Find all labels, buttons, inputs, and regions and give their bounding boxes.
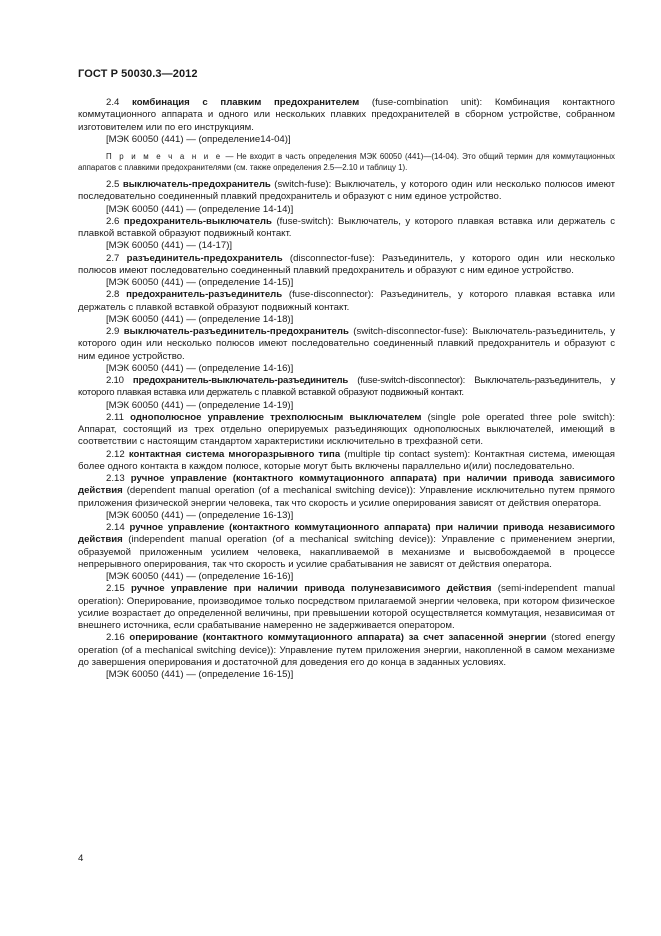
clause-2-8 [78,289,615,314]
clause-number: 2.13 [106,473,125,484]
note-label: П р и м е ч а н и е [106,152,223,161]
clause-text: (fuse-switch): Выключатель, у которого плавкая вставка или держатель с плавкой вставкой образуют подвижный контакт. [78,215,616,239]
clause-term: предохранитель-разъединитель [126,289,283,301]
clause-text: (multiple tip contact system): Контактная система, имеющая более одного контакта в каждом полюсе, которые могут быть включены параллельно и(или) последовательно. [78,448,616,472]
clause-2-5 [78,179,615,204]
clause-number: 2.7 [106,252,120,264]
clause-reference: [МЭК 60050 (441) — (определение 16-16)] [106,571,294,582]
clause-number: 2.14 [106,522,125,533]
clause-reference: [МЭК 60050 (441) — (14-17)] [106,240,233,252]
clause-term: предохранитель-выключатель [123,215,272,227]
clause-text: (fuse-disconnector): Разъединитель, у которого плавкая вставка или держатель с плавкой вставкой образуют подвижный контакт. [78,289,615,313]
clause-term: ручное управление (контактного коммутационного аппарата) при наличии привода независимого действия [78,522,615,546]
clause-number: 2.16 [106,632,125,644]
clause-term: ручное управление при наличии привода полунезависимого действия [130,583,492,595]
clause-2-10 [78,375,615,400]
document-body [78,97,615,681]
document-header: ГОСТ Р 50030.3—2012 [78,68,198,80]
clause-2-12 [78,449,615,474]
clause-term: контактная система многоразрывного типа [128,448,341,460]
clause-text: (switch-disconnector-fuse): Выключатель-разъединитель, у которого один или несколько полюсов имеют последовательно соединенный плавкий предохранитель и образуют с ним единое устройство. [78,326,615,362]
clause-reference: [МЭК 60050 (441) — (определение 14-16)] [106,362,294,374]
clause-number: 2.15 [106,583,125,595]
clause-text: (dependent manual operation (of a mechanical switching device)): Управление исключительно путем прямого приложения физической энергии человека, так что скорость и усилие оперирования зависят от действия оператора. [78,485,615,509]
clause-text: (independent manual operation (of a mechanical switching device)): Управление с применением энергии, образуемой приложенным усилием человека, накапливаемой в механизме и высвобождаемой в процессе непрерывного оперирования, так что скорость и усилие срабатывания не зависят от действия оператора. [78,534,615,570]
clause-2-15 [78,583,615,632]
clause-2-11 [78,412,615,449]
clause-2-16 [78,632,615,669]
clause-2-9 [78,326,615,363]
clause-reference: [МЭК 60050 (441) — (определение 14-19)] [106,399,294,411]
clause-text: (fuse-combination unit): Комбинация контактного коммутационного аппарата и одного или нескольких плавких предохранителей в сборном устройстве, собранном изготовителем или по его инструкциям. [78,97,615,133]
note-text: — Не входит в часть определения МЭК 60050 (441)—(14-04). Это общий термин для коммутационных аппаратов с плавкими предохранителями (см. также определения 2.5—2.10 и таблицу 1). [78,152,615,172]
clause-number: 2.6 [106,215,120,227]
clause-term: выключатель-предохранитель [122,179,271,190]
clause-number: 2.5 [106,179,120,190]
clause-number: 2.11 [106,411,124,423]
clause-reference: [МЭК 60050 (441) — (определение 14-15)] [106,277,294,288]
clause-reference: [МЭК 60050 (441) — (определение 14-14)] [106,203,294,215]
clause-2-6 [78,216,615,241]
clause-text: (semi-independent manual operation): Оперирование, производимое только посредством прилагаемой энергии человека, при котором физическое усилие возрастает до определенной величины, при превышении которой осуществляется коммутация, независимая от внешнего источника, если срабатывание намеренно не задерживается оператором. [78,583,615,631]
page-number: 4 [78,853,84,864]
clause-term: выключатель-разъединитель-предохранитель [123,326,349,337]
clause-reference: [МЭК 60050 (441) — (определение 16-13)] [106,509,294,521]
clause-2-7 [78,253,615,278]
clause-text: (fuse-switch-disconnector): Выключатель-разъединитель, у которого плавкая вставка или держатель с плавкой вставкой образуют подвижный контакт. [78,375,615,399]
clause-text: (single pole operated three pole switch): Аппарат, состоящий из трех отдельно оперируемых разъединяющих однополюсных выключателей, имеющий в соответствии с настоящим стандартом характеристики исключительно в трехфазной сети. [78,411,615,448]
clause-term: предохранитель-выключатель-разъединитель [132,375,348,386]
clause-number: 2.4 [106,97,120,108]
clause-number: 2.12 [106,448,125,460]
clause-text: (disconnector-fuse): Разъединитель, у которого один или несколько полюсов имеют последовательно соединенный плавкий предохранитель и образуют с ним единое устройство. [78,252,615,276]
clause-text: (stored energy operation (of a mechanical switching device)): Управление путем приложения энергии, накопленной в самом механизме до завершения оперирования и достаточной для доведения его до конца в заданных условиях. [78,632,615,668]
clause-number: 2.10 [106,375,124,386]
clause-reference: [МЭК 60050 (441) — (определение 16-15)] [106,669,294,680]
clause-number: 2.8 [106,289,120,301]
clause-term: ручное управление (контактного коммутационного аппарата) при наличии привода зависимого действия [78,473,615,497]
clause-reference: [МЭК 60050 (441) — (определение 14-18)] [106,313,294,325]
clause-number: 2.9 [106,326,120,337]
clause-term: разъединитель-предохранитель [126,252,283,264]
clause-term: однополюсное управление трехполюсным выключателем [130,411,422,423]
clause-term: оперирование (контактного коммутационного аппарата) за счет запасенной энергии [129,632,547,644]
note [78,151,615,173]
clause-2-4 [78,97,615,134]
clause-term: комбинация с плавким предохранителем [132,97,360,108]
clause-text: (switch-fuse): Выключатель, у которого один или несколько полюсов имеют последовательно соединенный плавкий предохранитель и образуют с ним единое устройство. [78,179,615,203]
clause-2-14 [78,522,615,571]
clause-2-13 [78,473,615,510]
clause-reference: [МЭК 60050 (441) — (определение14-04)] [106,133,291,145]
